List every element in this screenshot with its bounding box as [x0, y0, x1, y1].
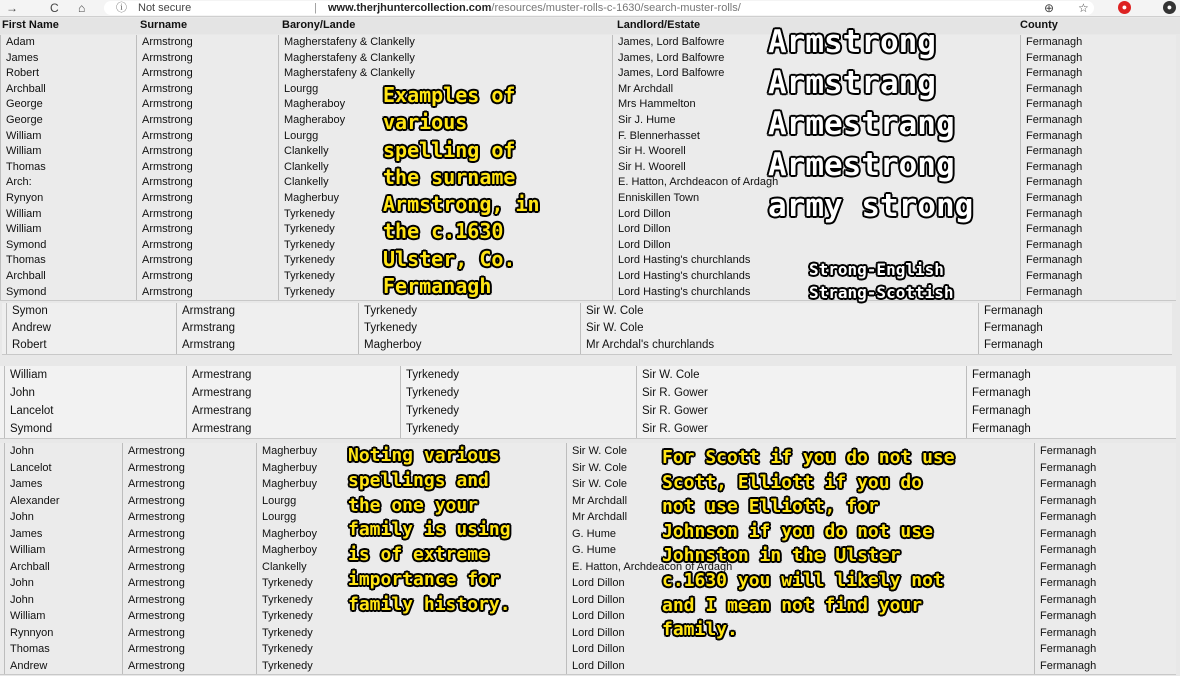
table-row[interactable] — [0, 175, 1176, 192]
cell-surname: Armstrong — [136, 144, 278, 160]
cell-first-name: James — [4, 526, 122, 543]
cell-first-name: William — [0, 207, 136, 223]
cell-barony: Tyrkenedy — [256, 641, 566, 658]
reload-icon[interactable]: C — [50, 1, 59, 15]
url-separator: | — [314, 2, 317, 14]
cell-county: Fermanagh — [1034, 559, 1176, 576]
cell-county: Fermanagh — [1034, 476, 1176, 493]
cell-surname: Armstrong — [136, 238, 278, 254]
cell-surname: Armstrong — [136, 97, 278, 113]
cell-landlord: Lord Dillon — [566, 625, 1034, 642]
table-row[interactable] — [2, 303, 1172, 321]
cell-landlord: Mr Archdall — [566, 493, 1034, 510]
cell-county: Fermanagh — [1020, 66, 1176, 82]
cell-barony: Clankelly — [278, 144, 612, 160]
cell-landlord: Lord Hasting's churchlands — [612, 253, 1020, 269]
cell-barony: Magherbuy — [256, 476, 566, 493]
cell-surname: Armstrong — [136, 35, 278, 51]
cell-county: Fermanagh — [1020, 160, 1176, 176]
cell-landlord: James, Lord Balfowre — [612, 35, 1020, 51]
cell-surname: Armestrong — [122, 608, 256, 625]
cell-surname: Armestrong — [122, 493, 256, 510]
cell-first-name: William — [0, 144, 136, 160]
cell-barony: Magherboy — [358, 337, 580, 354]
cell-barony: Tyrkenedy — [278, 207, 612, 223]
cell-county: Fermanagh — [1034, 641, 1176, 658]
cell-county: Fermanagh — [1034, 460, 1176, 477]
cell-county: Fermanagh — [978, 320, 1172, 337]
cell-first-name: John — [4, 384, 186, 402]
cell-county: Fermanagh — [1020, 82, 1176, 98]
cell-surname: Armstrong — [136, 160, 278, 176]
cell-barony: Magheraboy — [278, 113, 612, 129]
cell-county: Fermanagh — [966, 366, 1176, 384]
cell-barony: Magherboy — [256, 542, 566, 559]
table-row[interactable] — [0, 191, 1176, 208]
cell-landlord: Sir J. Hume — [612, 113, 1020, 129]
cell-first-name: John — [4, 443, 122, 460]
header-county: County — [1020, 19, 1058, 31]
cell-county: Fermanagh — [1020, 269, 1176, 285]
table-row[interactable] — [0, 222, 1176, 239]
cell-barony: Tyrkenedy — [256, 608, 566, 625]
results-panel-armestrong — [0, 443, 1180, 674]
cell-county: Fermanagh — [1020, 35, 1176, 51]
cell-first-name: Alexander — [4, 493, 122, 510]
cell-first-name: James — [0, 51, 136, 67]
cell-surname: Armstrong — [136, 175, 278, 191]
cell-landlord: G. Hume — [566, 542, 1034, 559]
cell-barony: Lourgg — [278, 129, 612, 145]
cell-first-name: Thomas — [0, 160, 136, 176]
cell-surname: Armestrong — [122, 559, 256, 576]
cell-landlord: Sir W. Cole — [580, 303, 978, 320]
cell-barony: Lourgg — [278, 82, 612, 98]
cell-county: Fermanagh — [1020, 113, 1176, 129]
cell-first-name: Robert — [0, 66, 136, 82]
cell-barony: Tyrkenedy — [256, 592, 566, 609]
table-row[interactable] — [0, 269, 1176, 286]
table-row[interactable] — [0, 238, 1176, 255]
table-row[interactable] — [0, 113, 1176, 130]
extension-icon[interactable]: ● — [1118, 1, 1131, 14]
cell-landlord: Lord Hasting's churchlands — [612, 269, 1020, 285]
cell-first-name: George — [0, 97, 136, 113]
browser-toolbar — [0, 0, 1180, 17]
cell-barony: Magherstafeny & Clankelly — [278, 66, 612, 82]
results-panel-armestrang — [0, 366, 1180, 440]
cell-barony: Tyrkenedy — [256, 575, 566, 592]
cell-landlord: Mr Archdall — [566, 509, 1034, 526]
cell-first-name: Andrew — [4, 658, 122, 675]
cell-county: Fermanagh — [1034, 493, 1176, 510]
star-icon[interactable]: ☆ — [1078, 1, 1089, 15]
cell-barony: Tyrkenedy — [278, 253, 612, 269]
cell-barony: Magherbuy — [256, 460, 566, 477]
cell-county: Fermanagh — [966, 384, 1176, 402]
url-domain: www.therjhuntercollection.com — [328, 2, 492, 14]
cell-surname: Armstrong — [136, 222, 278, 238]
cell-landlord: Mr Archdal's churchlands — [580, 337, 978, 354]
info-icon[interactable]: ⓘ — [116, 2, 127, 14]
table-row[interactable] — [0, 420, 1176, 439]
header-first-name: First Name — [2, 19, 59, 31]
cell-first-name: Thomas — [0, 253, 136, 269]
cell-surname: Armstrang — [176, 320, 358, 337]
cell-first-name: John — [4, 592, 122, 609]
address-bar[interactable] — [104, 1, 1094, 15]
cell-landlord: Sir H. Woorell — [612, 144, 1020, 160]
table-row[interactable] — [0, 402, 1176, 421]
cell-surname: Armstrong — [136, 207, 278, 223]
cell-county: Fermanagh — [1020, 222, 1176, 238]
table-row[interactable] — [0, 66, 1176, 83]
cell-county: Fermanagh — [1034, 509, 1176, 526]
cell-landlord: Sir R. Gower — [636, 384, 966, 402]
cell-surname: Armestrong — [122, 476, 256, 493]
cell-barony: Tyrkenedy — [256, 625, 566, 642]
not-secure-label: Not secure — [138, 2, 192, 14]
cell-county: Fermanagh — [1034, 658, 1176, 675]
cell-county: Fermanagh — [1020, 175, 1176, 191]
cell-surname: Armstrong — [136, 269, 278, 285]
cell-county: Fermanagh — [966, 420, 1176, 438]
cell-landlord: Sir W. Cole — [566, 476, 1034, 493]
cell-surname: Armestrong — [122, 542, 256, 559]
table-row[interactable] — [0, 608, 1176, 626]
cell-first-name: William — [0, 222, 136, 238]
cell-barony: Magherboy — [256, 526, 566, 543]
url-path: /resources/muster-rolls-c-1630/search-muster-rolls/ — [491, 2, 741, 14]
cell-barony: Magheraboy — [278, 97, 612, 113]
header-surname: Surname — [140, 19, 188, 31]
table-row[interactable] — [0, 658, 1176, 676]
zoom-icon[interactable]: ⊕ — [1044, 1, 1055, 15]
cell-landlord: E. Hatton, Archdeacon of Ardagh — [612, 175, 1020, 191]
cell-surname: Armstrang — [176, 303, 358, 320]
cell-county: Fermanagh — [1020, 51, 1176, 67]
cell-first-name: William — [4, 366, 186, 384]
cell-landlord: Sir H. Woorell — [612, 160, 1020, 176]
cell-first-name: Robert — [6, 337, 176, 354]
table-row[interactable] — [0, 129, 1176, 146]
table-row[interactable] — [0, 160, 1176, 177]
table-row[interactable] — [0, 384, 1176, 403]
cell-first-name: William — [4, 608, 122, 625]
profile-icon[interactable]: ● — [1163, 1, 1176, 14]
cell-landlord: Lord Dillon — [566, 575, 1034, 592]
results-panel-armstrang — [0, 303, 1180, 357]
table-row[interactable] — [2, 337, 1172, 355]
table-row[interactable] — [0, 526, 1176, 544]
examples-annotation: Examples of various spelling of the surname Armstrong, in the c.1630 Ulster, Co. Fermanagh — [383, 83, 540, 299]
cell-barony: Clankelly — [278, 160, 612, 176]
cell-first-name: Lancelot — [4, 402, 186, 420]
cell-first-name: John — [4, 509, 122, 526]
table-row[interactable] — [0, 82, 1176, 99]
cell-surname: Armestrang — [186, 366, 400, 384]
cell-surname: Armestrong — [122, 460, 256, 477]
cell-landlord: Lord Dillon — [566, 658, 1034, 675]
cell-first-name: Thomas — [4, 641, 122, 658]
strong-strang-annotation: Strong-English Strang-Scottish — [809, 260, 954, 302]
cell-county: Fermanagh — [978, 303, 1172, 320]
cell-landlord: Mr Archdall — [612, 82, 1020, 98]
cell-barony: Tyrkenedy — [278, 269, 612, 285]
cell-surname: Armstrong — [136, 285, 278, 301]
cell-landlord: James, Lord Balfowre — [612, 51, 1020, 67]
cell-surname: Armestrong — [122, 443, 256, 460]
table-row[interactable] — [0, 509, 1176, 527]
cell-landlord: Mrs Hammelton — [612, 97, 1020, 113]
noting-spellings-annotation: Noting various spellings and the one your family is using is of extreme importance for family history. — [348, 445, 511, 615]
table-row[interactable] — [0, 285, 1176, 302]
cell-first-name: Archball — [4, 559, 122, 576]
table-row[interactable] — [0, 253, 1176, 270]
cell-county: Fermanagh — [1034, 608, 1176, 625]
cell-county: Fermanagh — [1034, 575, 1176, 592]
cell-first-name: Rynyon — [0, 191, 136, 207]
cell-county: Fermanagh — [1020, 285, 1176, 301]
cell-barony: Tyrkenedy — [400, 384, 636, 402]
cell-county: Fermanagh — [1034, 625, 1176, 642]
cell-landlord: Lord Dillon — [612, 238, 1020, 254]
table-header — [0, 18, 1180, 34]
cell-landlord: Sir W. Cole — [636, 366, 966, 384]
cell-landlord: F. Blennerhasset — [612, 129, 1020, 145]
cell-landlord: Lord Dillon — [566, 592, 1034, 609]
cell-barony: Tyrkenedy — [400, 366, 636, 384]
header-landlord: Landlord/Estate — [617, 19, 701, 31]
table-row[interactable] — [0, 592, 1176, 610]
table-row[interactable] — [0, 443, 1176, 461]
cell-surname: Armstrong — [136, 82, 278, 98]
cell-surname: Armestrong — [122, 592, 256, 609]
cell-surname: Armestrong — [122, 658, 256, 675]
cell-barony: Tyrkenedy — [278, 222, 612, 238]
cell-surname: Armstrong — [136, 113, 278, 129]
cell-first-name: Arch: — [0, 175, 136, 191]
cell-barony: Clankelly — [278, 175, 612, 191]
cell-county: Fermanagh — [1020, 144, 1176, 160]
cell-surname: Armestrang — [186, 420, 400, 438]
table-row[interactable] — [0, 641, 1176, 659]
table-row[interactable] — [0, 144, 1176, 161]
spellings-list-annotation: Armstrong Armstrang Armestrang Armestrong army strong — [768, 24, 974, 224]
cell-first-name: George — [0, 113, 136, 129]
cell-landlord: Sir W. Cole — [580, 320, 978, 337]
cell-landlord: Sir R. Gower — [636, 402, 966, 420]
cell-first-name: Symond — [4, 420, 186, 438]
cell-barony: Tyrkenedy — [278, 238, 612, 254]
cell-surname: Armstrong — [136, 253, 278, 269]
results-panel-armstrong — [0, 35, 1180, 302]
cell-surname: Armstrong — [136, 66, 278, 82]
cell-first-name: Andrew — [6, 320, 176, 337]
cell-first-name: James — [4, 476, 122, 493]
cell-landlord: Lord Dillon — [612, 222, 1020, 238]
table-row[interactable] — [2, 320, 1172, 338]
cell-first-name: William — [4, 542, 122, 559]
cell-barony: Tyrkenedy — [400, 420, 636, 438]
cell-surname: Armstrang — [176, 337, 358, 354]
cell-county: Fermanagh — [1020, 129, 1176, 145]
cell-first-name: Symond — [0, 285, 136, 301]
table-row[interactable] — [0, 542, 1176, 560]
cell-landlord: Lord Dillon — [566, 608, 1034, 625]
cell-county: Fermanagh — [1020, 238, 1176, 254]
cell-landlord: Enniskillen Town — [612, 191, 1020, 207]
table-row[interactable] — [0, 625, 1176, 643]
cell-surname: Armestrong — [122, 526, 256, 543]
table-row[interactable] — [0, 476, 1176, 494]
cell-first-name: John — [4, 575, 122, 592]
cell-surname: Armstrong — [136, 129, 278, 145]
forward-icon[interactable]: → — [6, 1, 18, 15]
cell-barony: Magherstafeny & Clankelly — [278, 51, 612, 67]
cell-landlord: Lord Hasting's churchlands — [612, 285, 1020, 301]
cell-landlord: Sir R. Gower — [636, 420, 966, 438]
table-row[interactable] — [0, 207, 1176, 224]
home-icon[interactable]: ⌂ — [78, 1, 86, 15]
cell-first-name: Rynnyon — [4, 625, 122, 642]
table-row[interactable] — [0, 35, 1176, 52]
cell-first-name: Adam — [0, 35, 136, 51]
cell-barony: Clankelly — [256, 559, 566, 576]
cell-county: Fermanagh — [1020, 207, 1176, 223]
cell-first-name: William — [0, 129, 136, 145]
cell-county: Fermanagh — [966, 402, 1176, 420]
cell-county: Fermanagh — [1020, 191, 1176, 207]
cell-surname: Armestrang — [186, 402, 400, 420]
cell-landlord: Sir W. Cole — [566, 460, 1034, 477]
cell-barony: Magherbuy — [256, 443, 566, 460]
table-row[interactable] — [0, 366, 1176, 385]
cell-landlord: G. Hume — [566, 526, 1034, 543]
table-row[interactable] — [0, 460, 1176, 478]
cell-county: Fermanagh — [1034, 592, 1176, 609]
cell-barony: Magherstafeny & Clankelly — [278, 35, 612, 51]
cell-surname: Armestrong — [122, 641, 256, 658]
cell-surname: Armestrong — [122, 509, 256, 526]
cell-landlord: James, Lord Balfowre — [612, 66, 1020, 82]
url-text[interactable] — [328, 1, 741, 15]
cell-surname: Armestrang — [186, 384, 400, 402]
cell-landlord: Sir W. Cole — [566, 443, 1034, 460]
scott-elliott-annotation: For Scott if you do not use Scott, Elliott if you do not use Elliott, for Johnson if you do not use Johnston in the Ulster c.1630 you will likely not and I mean not find your family. — [662, 447, 955, 641]
cell-county: Fermanagh — [1034, 443, 1176, 460]
cell-first-name: Archball — [0, 269, 136, 285]
table-row[interactable] — [0, 97, 1176, 114]
cell-landlord: E. Hatton, Archdeacon of Ardagh — [566, 559, 1034, 576]
cell-landlord: Lord Dillon — [612, 207, 1020, 223]
header-barony: Barony/Lande — [282, 19, 356, 31]
cell-first-name: Lancelot — [4, 460, 122, 477]
cell-first-name: Symon — [6, 303, 176, 320]
cell-first-name: Archball — [0, 82, 136, 98]
cell-first-name: Symond — [0, 238, 136, 254]
cell-county: Fermanagh — [978, 337, 1172, 354]
cell-county: Fermanagh — [1020, 253, 1176, 269]
cell-surname: Armstrong — [136, 191, 278, 207]
cell-barony: Magherbuy — [278, 191, 612, 207]
cell-surname: Armestrong — [122, 625, 256, 642]
cell-barony: Tyrkenedy — [358, 320, 580, 337]
table-row[interactable] — [0, 575, 1176, 593]
table-row[interactable] — [0, 559, 1176, 577]
cell-county: Fermanagh — [1020, 97, 1176, 113]
cell-surname: Armstrong — [136, 51, 278, 67]
cell-barony: Lourgg — [256, 493, 566, 510]
table-row[interactable] — [0, 51, 1176, 68]
cell-barony: Tyrkenedy — [400, 402, 636, 420]
table-row[interactable] — [0, 493, 1176, 511]
cell-landlord: Lord Dillon — [566, 641, 1034, 658]
cell-barony: Tyrkenedy — [358, 303, 580, 320]
cell-barony: Lourgg — [256, 509, 566, 526]
cell-barony: Tyrkenedy — [278, 285, 612, 301]
cell-county: Fermanagh — [1034, 542, 1176, 559]
cell-barony: Tyrkenedy — [256, 658, 566, 675]
cell-surname: Armestrong — [122, 575, 256, 592]
cell-county: Fermanagh — [1034, 526, 1176, 543]
